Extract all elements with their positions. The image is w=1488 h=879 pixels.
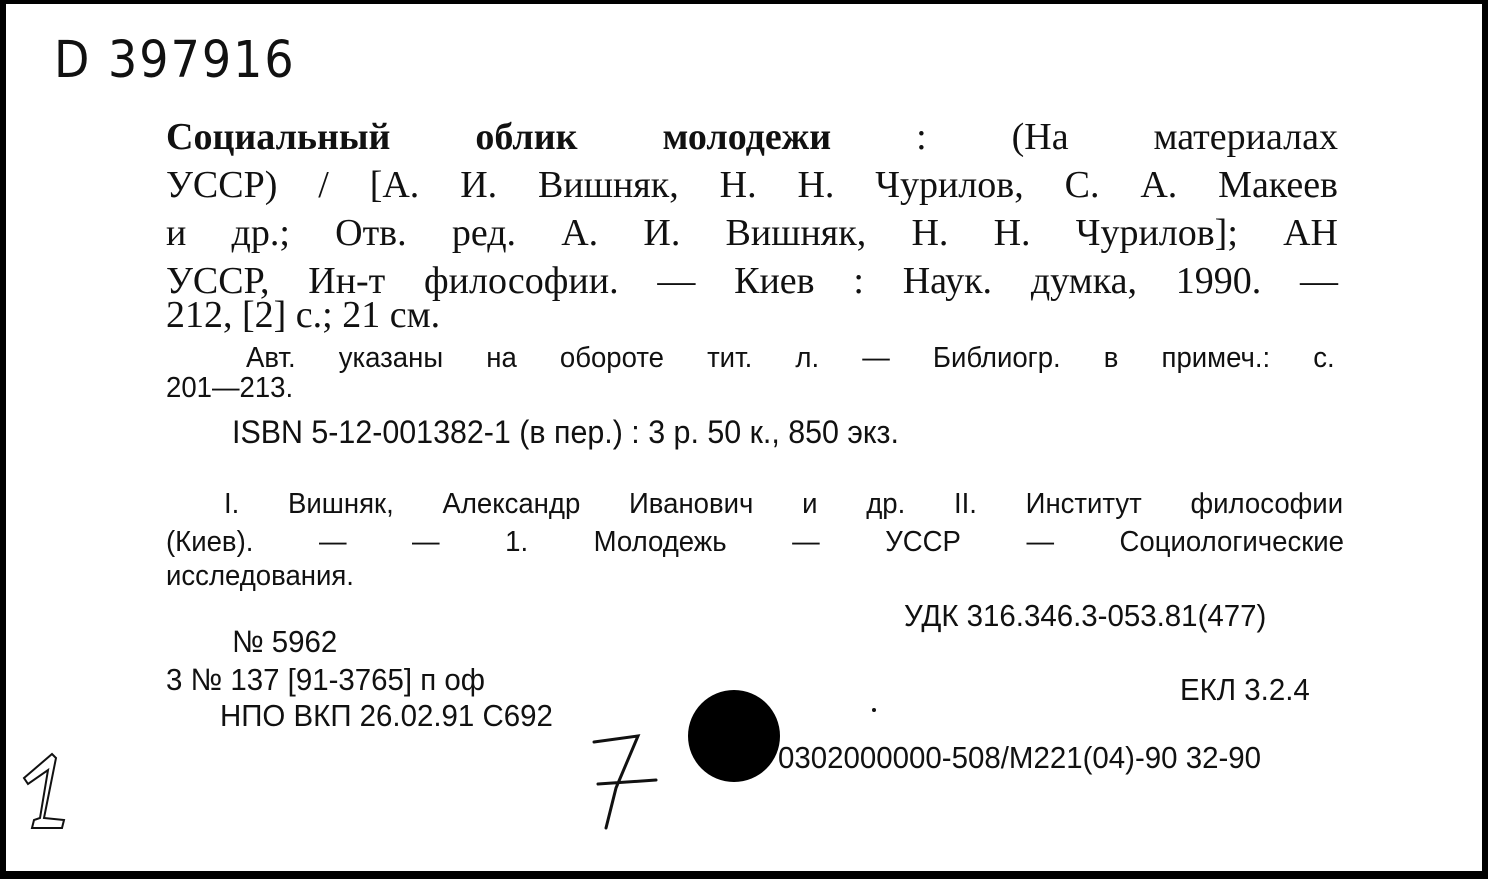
- title-line: [166, 118, 1338, 156]
- description-line: УССР, Ин-т философии. — Киев : Наук. думка, 1990. —: [166, 260, 1338, 302]
- punch-hole: [688, 690, 780, 782]
- notes-line: Авт. указаны на обороте тит. л. — Библиогр. в примеч.: с.: [246, 342, 1335, 374]
- ink-dot: [872, 708, 876, 712]
- tracings-line: (Киев). — — 1. Молодежь — УССР — Социологические: [166, 526, 1344, 558]
- print-order: 3 № 137 [91-3765] п оф: [166, 662, 486, 697]
- title-bold: Социальный облик молодежи: [166, 116, 832, 158]
- ekl-code: ЕКЛ 3.2.4: [1180, 672, 1310, 707]
- handwritten-one-mark: [14, 748, 84, 838]
- catalog-code: 0302000000-508/М221(04)-90 32-90: [778, 740, 1262, 775]
- call-number: D 397916: [54, 29, 296, 90]
- title-rest: : (На материалах: [916, 116, 1339, 158]
- notes-line: 201—213.: [166, 372, 294, 404]
- tracings-line: I. Вишняк, Александр Иванович и др. II. Институт философии: [224, 488, 1344, 520]
- isbn-line: ISBN 5-12-001382-1 (в пер.) : 3 р. 50 к., 850 экз.: [232, 414, 899, 450]
- description-line: и др.; Отв. ред. А. И. Вишняк, Н. Н. Чурилов]; АН: [166, 212, 1338, 254]
- tracings-line: исследования.: [166, 560, 354, 592]
- description-line: УССР) / [А. И. Вишняк, Н. Н. Чурилов, С. А. Макеев: [166, 164, 1338, 206]
- handwritten-seven-mark: [586, 728, 666, 838]
- order-number: № 5962: [232, 624, 338, 659]
- udc-code: УДК 316.346.3-053.81(477): [904, 598, 1267, 633]
- description-line: 212, [2] с.; 21 см.: [166, 294, 441, 336]
- publisher-line: НПО ВКП 26.02.91 С692: [220, 698, 553, 733]
